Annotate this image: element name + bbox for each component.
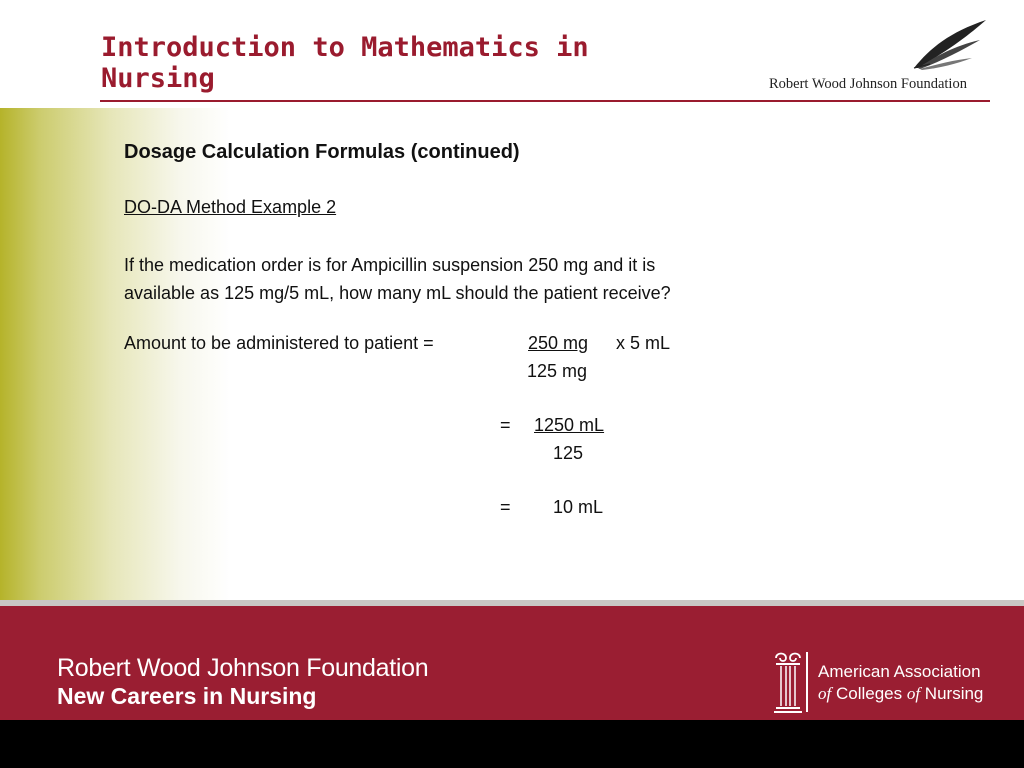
aacn-name-line1: American Association bbox=[818, 662, 981, 681]
aacn-divider bbox=[806, 652, 808, 712]
calc-step1-denominator: 125 mg bbox=[527, 361, 588, 381]
column-icon bbox=[772, 650, 804, 714]
question-line1: If the medication order is for Ampicillin suspension 250 mg and it is bbox=[124, 255, 656, 275]
slide-title-line2: Nursing bbox=[101, 63, 215, 94]
rwjf-logo bbox=[760, 18, 990, 98]
slide-content bbox=[124, 139, 884, 517]
footer-program-name: New Careers in Nursing bbox=[57, 683, 317, 709]
question-line2: available as 125 mg/5 mL, how many mL should the patient receive? bbox=[124, 283, 671, 303]
aacn-of-2: of bbox=[906, 684, 921, 703]
calc-equals-2: = bbox=[500, 415, 511, 435]
aacn-colleges: Colleges bbox=[831, 684, 907, 703]
calc-step2-denominator: 125 bbox=[553, 443, 584, 463]
calculation bbox=[124, 139, 884, 539]
calc-label: Amount to be administered to patient = bbox=[124, 333, 434, 353]
feather-icon bbox=[910, 18, 990, 72]
calc-step1-multiplier: x 5 mL bbox=[616, 333, 671, 353]
footer-foundation-name: Robert Wood Johnson Foundation bbox=[57, 654, 429, 682]
calc-equals-3: = bbox=[500, 497, 511, 517]
aacn-of-1: of bbox=[818, 684, 832, 703]
rwjf-logo-text: Robert Wood Johnson Foundation bbox=[769, 76, 967, 92]
calc-step1-numerator: 250 mg bbox=[528, 333, 589, 353]
calc-result: 10 mL bbox=[553, 497, 604, 517]
aacn-nursing: Nursing bbox=[920, 684, 984, 703]
subheading: Dosage Calculation Formulas (continued) bbox=[124, 141, 520, 163]
header-divider bbox=[100, 100, 990, 102]
slide-title-line1: Introduction to Mathematics in bbox=[101, 32, 589, 63]
letterbox-bar bbox=[0, 720, 1024, 768]
aacn-name-line2 bbox=[818, 684, 983, 704]
calc-step2-numerator: 1250 mL bbox=[534, 415, 605, 435]
slide-title bbox=[101, 32, 661, 94]
aacn-logo bbox=[770, 648, 990, 718]
footer-band bbox=[0, 600, 1024, 720]
method-title: DO-DA Method Example 2 bbox=[124, 197, 337, 217]
